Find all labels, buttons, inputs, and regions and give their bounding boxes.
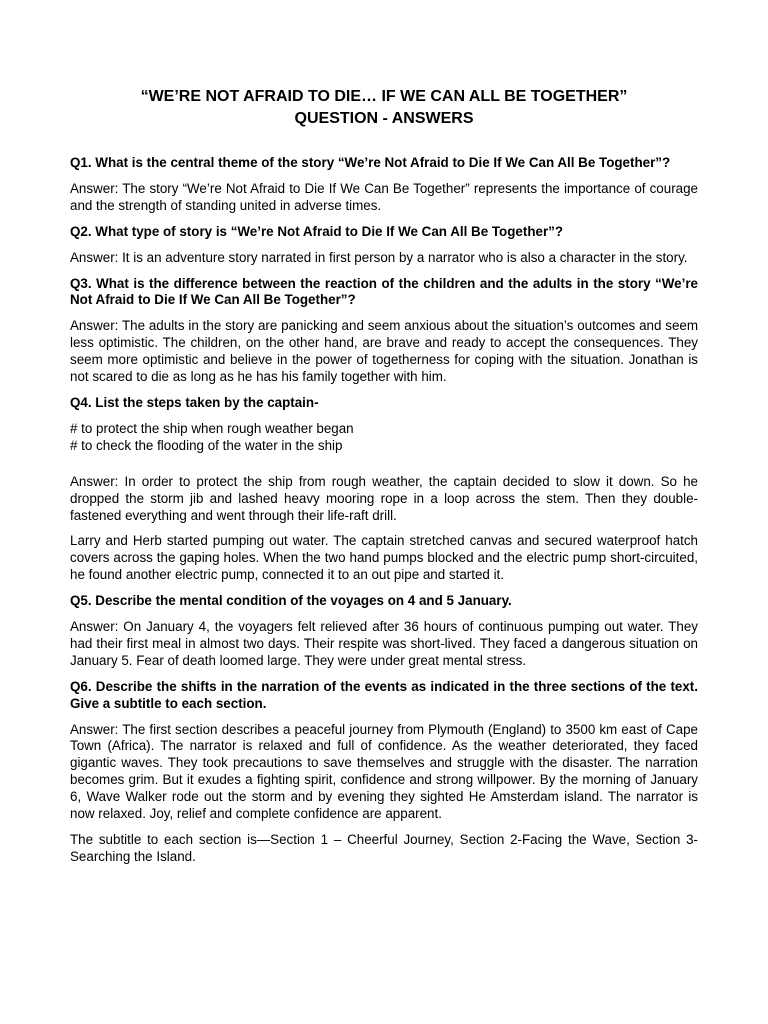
answer-6-paragraph-2: The subtitle to each section is—Section 1 – Cheerful Journey, Section 2-Facing the Wave, Section 3-Searching the Island. (70, 832, 698, 864)
document-title (70, 86, 698, 130)
question-2: Q2. What type of story is “We’re Not Afraid to Die If We Can All Be Together”? (70, 223, 564, 239)
answer-4-paragraph-2: Larry and Herb started pumping out water. The captain stretched canvas and secured waterproof hatch covers across the gaping holes. When the two hand pumps blocked and the electric pump short-circuited, he found another electric pump, connected it to an out pipe and started it. (70, 533, 698, 583)
question-4-bullet-1: # to protect the ship when rough weather began (70, 420, 354, 436)
answer-2: Answer: It is an adventure story narrated in first person by a narrator who is also a character in the story. (70, 249, 688, 265)
answer-5: Answer: On January 4, the voyagers felt relieved after 36 hours of continuous pumping out water. They had their first meal in almost two days. Their respite was short-lived. They faced a dangerous situation on January 5. Fear of death loomed large. They were under great mental stress. (70, 619, 698, 668)
question-1: Q1. What is the central theme of the story “We’re Not Afraid to Die If We Can All Be Together”? (70, 155, 671, 170)
document-body (70, 155, 698, 875)
title-line-2: QUESTION - ANSWERS (294, 110, 474, 127)
question-6: Q6. Describe the shifts in the narration of the events as indicated in the three sections of the text. Give a subtitle to each section. (70, 678, 698, 711)
answer-6-paragraph-1: Answer: The first section describes a peaceful journey from Plymouth (England) to 3500 km east of Cape Town (Africa). The narrator is relaxed and full of confidence. As the weather deteriorated, they faced gigantic waves. They took precautions to save themselves and struggle with the disaster. The narration becomes grim. But it exudes a fighting spirit, confidence and strong willpower. By the morning of January 6, Wave Walker rode out the storm and by evening they sighted He Amsterdam island. The narrator is now relaxed. Joy, relief and complete confidence are apparent. (70, 721, 698, 822)
question-3: Q3. What is the difference between the reaction of the children and the adults in the story “We’re Not Afraid to Die If We Can All Be Together”? (70, 275, 698, 308)
question-4-bullet-2: # to check the flooding of the water in the ship (70, 437, 343, 453)
answer-3: Answer: The adults in the story are panicking and seem anxious about the situation’s outcomes and seem less optimistic. The children, on the other hand, are brave and ready to accept the consequences. They seem more optimistic and believe in the power of togetherness for coping with the situation. Jonathan is not scared to die as long as he has his family together with him. (70, 318, 698, 385)
title-line-1: “WE’RE NOT AFRAID TO DIE… IF WE CAN ALL BE TOGETHER” (140, 88, 628, 105)
question-4: Q4. List the steps taken by the captain- (70, 394, 319, 410)
question-5: Q5. Describe the mental condition of the voyages on 4 and 5 January. (70, 593, 512, 609)
answer-4-paragraph-1: Answer: In order to protect the ship from rough weather, the captain decided to slow it down. So he dropped the storm jib and lashed heavy mooring rope in a loop across the stem. Then they double-fastened everything and went through their life-raft drill. (70, 473, 698, 523)
answer-1: Answer: The story “We’re Not Afraid to Die If We Can Be Together” represents the importance of courage and the strength of standing united in adverse times. (70, 180, 698, 213)
